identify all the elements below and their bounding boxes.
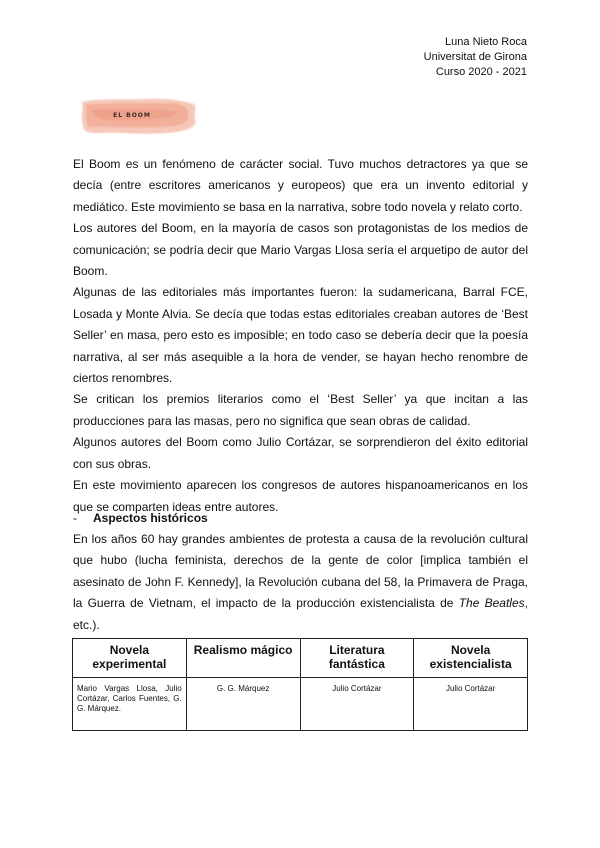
intro-body xyxy=(73,154,528,518)
italic-title: The Beatles xyxy=(458,596,525,611)
course-year: Curso 2020 - 2021 xyxy=(435,66,527,78)
section-heading xyxy=(73,508,208,528)
historical-aspects-text xyxy=(73,529,528,636)
column-header: Novela existencialista xyxy=(414,639,528,678)
column-header: Novela experimental xyxy=(73,639,187,678)
paragraph: En este movimiento aparecen los congresos de autores hispanoamericanos en los que se comparten ideas entre autores. xyxy=(73,478,528,514)
university-name: Universitat de Girona xyxy=(423,51,527,63)
section-title: Aspectos históricos xyxy=(93,511,208,525)
author-name: Luna Nieto Roca xyxy=(445,36,527,48)
table-cell: G. G. Márquez xyxy=(186,678,300,731)
column-header: Realismo mágico xyxy=(186,639,300,678)
column-header: Literatura fantástica xyxy=(300,639,414,678)
table-header-row xyxy=(73,639,528,678)
table-row xyxy=(73,678,528,731)
bullet-dash: - xyxy=(73,511,77,525)
title-banner xyxy=(78,96,200,136)
paragraph: Algunas de las editoriales más importantes fueron: la sudamericana, Barral FCE, Losada y Monte Alvia. Se decía que todas estas editoriales creaban autores de ‘Best Seller’ en masa, pero esto es imposible; en todo caso se debería decir que la poesía narrativa, al ser más asequible a la hora de vender, se hayan hecho renombre de ciertos renombres. xyxy=(73,285,528,386)
movements-table xyxy=(72,638,528,731)
paragraph: Algunos autores del Boom como Julio Cortázar, se sorprendieron del éxito editorial con sus obras. xyxy=(73,435,528,471)
table-cell: Mario Vargas Llosa, Julio Cortázar, Carlos Fuentes, G. G. Márquez. xyxy=(73,678,187,731)
paragraph: Los autores del Boom, en la mayoría de casos son protagonistas de los medios de comunicación; se podría decir que Mario Vargas Llosa sería el arquetipo de autor del Boom. xyxy=(73,221,528,279)
text-segment: En los años 60 hay grandes ambientes de protesta a causa de la revolución cultural que hubo (lucha feminista, derechos de la gente de color [implica también el asesinato de John F. Kennedy], la Revolución cubana del 58, la Primavera de Praga, la Guerra de Vietnam, el impacto de la producción existencialista de xyxy=(73,532,528,611)
banner-title: EL BOOM xyxy=(113,112,151,119)
paragraph: Se critican los premios literarios como el ‘Best Seller’ ya que incitan a las producciones para las masas, pero no significa que sean obras de calidad. xyxy=(73,392,528,428)
document-header xyxy=(424,35,527,80)
text-segment: , etc.). xyxy=(73,596,528,632)
paragraph: El Boom es un fenómeno de carácter social. Tuvo muchos detractores ya que se decía (entre escritores americanos y europeos) que era un invento editorial y mediático. Este movimiento se basa en la narrativa, sobre todo novela y relato corto. xyxy=(73,157,528,214)
paragraph xyxy=(73,529,528,636)
table-cell: Julio Cortázar xyxy=(300,678,414,731)
table-cell: Julio Cortázar xyxy=(414,678,528,731)
